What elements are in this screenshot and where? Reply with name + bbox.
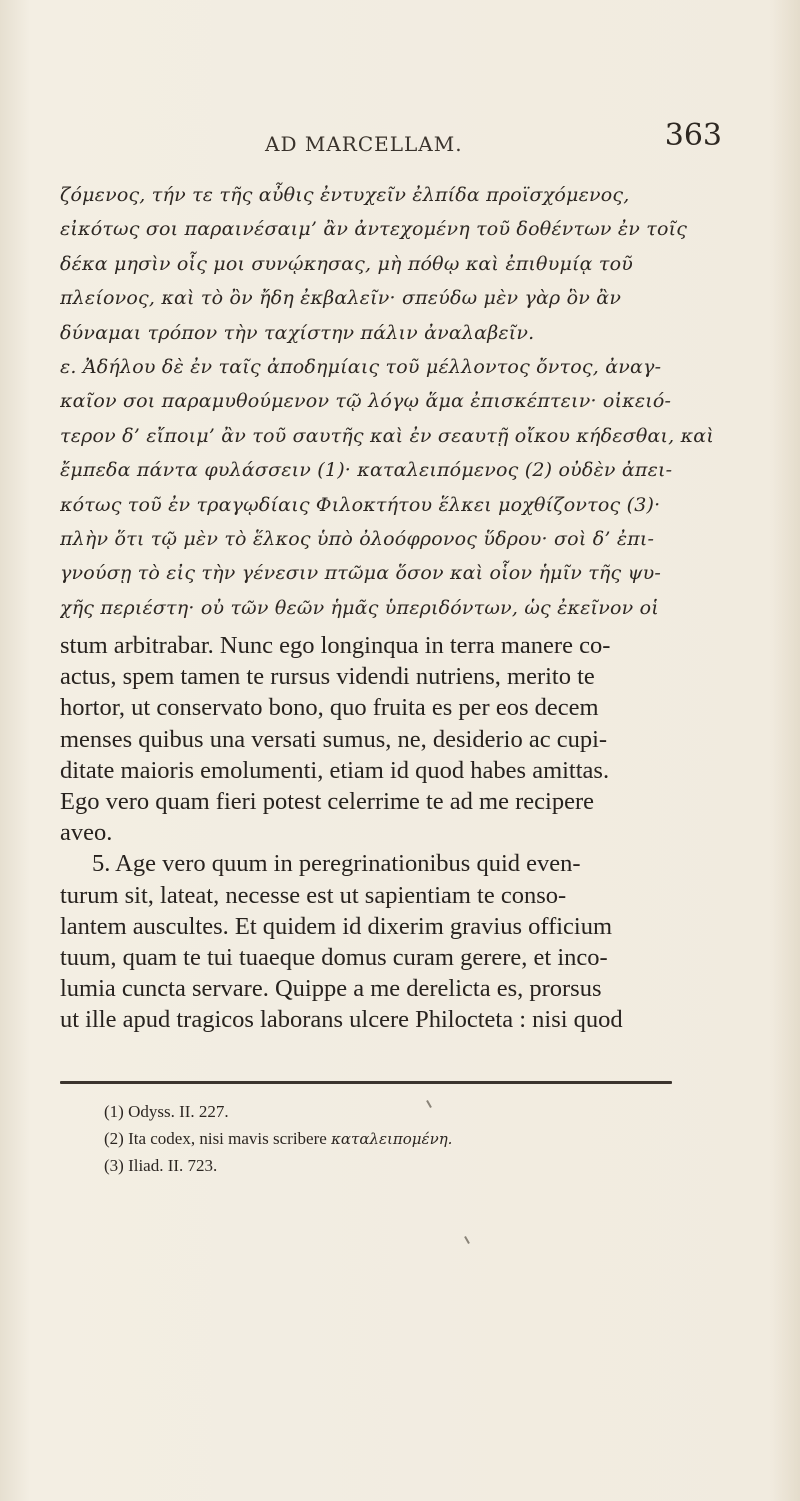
greek-line: δέκα μησὶν οἷς μοι συνῴκησας, μὴ πόθῳ καὶ ἐπιθυμίᾳ τοῦ [60,252,634,275]
greek-line: πλὴν ὅτι τῷ μὲν τὸ ἕλκος ὑπὸ ὀλοόφρονος ὕδρου· σοὶ δ’ ἐπι- [60,527,655,550]
footnote [104,1098,664,1125]
greek-line: ε. Ἀδήλου δὲ ἐν ταῖς ἀποδημίαις τοῦ μέλλοντος ὄντος, ἀναγ- [60,355,662,378]
footnote-text: (1) Odyss. II. 227. [104,1102,229,1121]
latin-line: turum sit, lateat, necesse est ut sapientiam te conso- [60,881,567,909]
footnote [104,1125,664,1152]
latin-text-block [60,630,680,1035]
latin-line: lantem auscultes. Et quidem id dixerim gravius officium [60,912,613,940]
greek-line: τερον δ’ εἴποιμ’ ἂν τοῦ σαυτῆς καὶ ἐν σεαυτῇ οἴκου κήδεσθαι, καὶ [60,424,714,447]
greek-line: εἰκότως σοι παραινέσαιμ’ ἂν ἀντεχομένη τοῦ δοθέντων ἐν τοῖς [60,218,688,241]
latin-line: actus, spem tamen te rursus videndi nutriens, merito te [60,663,595,691]
greek-line: δύναμαι τρόπον τὴν ταχίστην πάλιν ἀναλαβεῖν. [60,321,535,344]
greek-line: ζόμενος, τήν τε τῆς αὖθις ἐντυχεῖν ἐλπίδα προϊσχόμενος, [60,184,630,206]
greek-line: χῆς περιέστη· οὐ τῶν θεῶν ἡμᾶς ὑπεριδόντων, ὡς ἐκεῖνον οἱ [60,596,659,619]
greek-line: κότως τοῦ ἐν τραγῳδίαις Φιλοκτήτου ἕλκει μοχθίζοντος (3)· [60,493,661,516]
greek-line: πλείονος, καὶ τὸ ὂν ἤδη ἐκβαλεῖν· σπεύδω μὲν γὰρ ὃν ἂν [60,287,622,310]
latin-line: Ego vero quam fieri potest celerrime te ad me recipere [60,787,594,815]
greek-line: γνούσῃ τὸ εἰς τὴν γένεσιν πτῶμα ὅσον καὶ οἷον ἡμῖν τῆς ψυ- [60,562,662,585]
footnote-text: (3) Iliad. II. 723. [104,1156,218,1175]
latin-line: ditate maioris emolumenti, etiam id quod habes amittas. [60,756,610,784]
latin-line: menses quibus una versati sumus, ne, desiderio ac cupi- [60,725,608,753]
latin-line: tuum, quam te tui tuaeque domus curam gerere, et inco- [60,943,608,971]
page-number: 363 [664,118,722,153]
latin-line: 5. Age vero quum in peregrinationibus quid even- [92,850,581,878]
footnote-rule [60,1081,672,1084]
footnotes [104,1098,664,1179]
footnote-greek: καταλειπομένη. [331,1130,453,1148]
latin-line: lumia cuncta servare. Quippe a me derelicta es, prorsus [60,975,602,1003]
running-head: AD MARCELLAM. [265,132,463,156]
footnote [104,1152,664,1179]
greek-text-block [60,178,740,625]
latin-line: hortor, ut conservato bono, quo fruita es per eos decem [60,694,599,722]
latin-line: ut ille apud tragicos laborans ulcere Philocteta : nisi quod [60,1006,623,1034]
greek-line: ἔμπεδα πάντα φυλάσσειν (1)· καταλειπόμενος (2) οὐδὲν ἀπει- [60,459,673,482]
paper-speck [464,1236,470,1244]
latin-line: aveo. [60,819,113,847]
page-header [60,118,722,168]
greek-line: καῖον σοι παραμυθούμενον τῷ λόγῳ ἅμα ἐπισκέπτειν· οἰκειό- [60,390,672,413]
footnote-text: (2) Ita codex, nisi mavis scribere [104,1129,332,1148]
latin-line: stum arbitrabar. Nunc ego longinqua in terra manere co- [60,632,611,659]
